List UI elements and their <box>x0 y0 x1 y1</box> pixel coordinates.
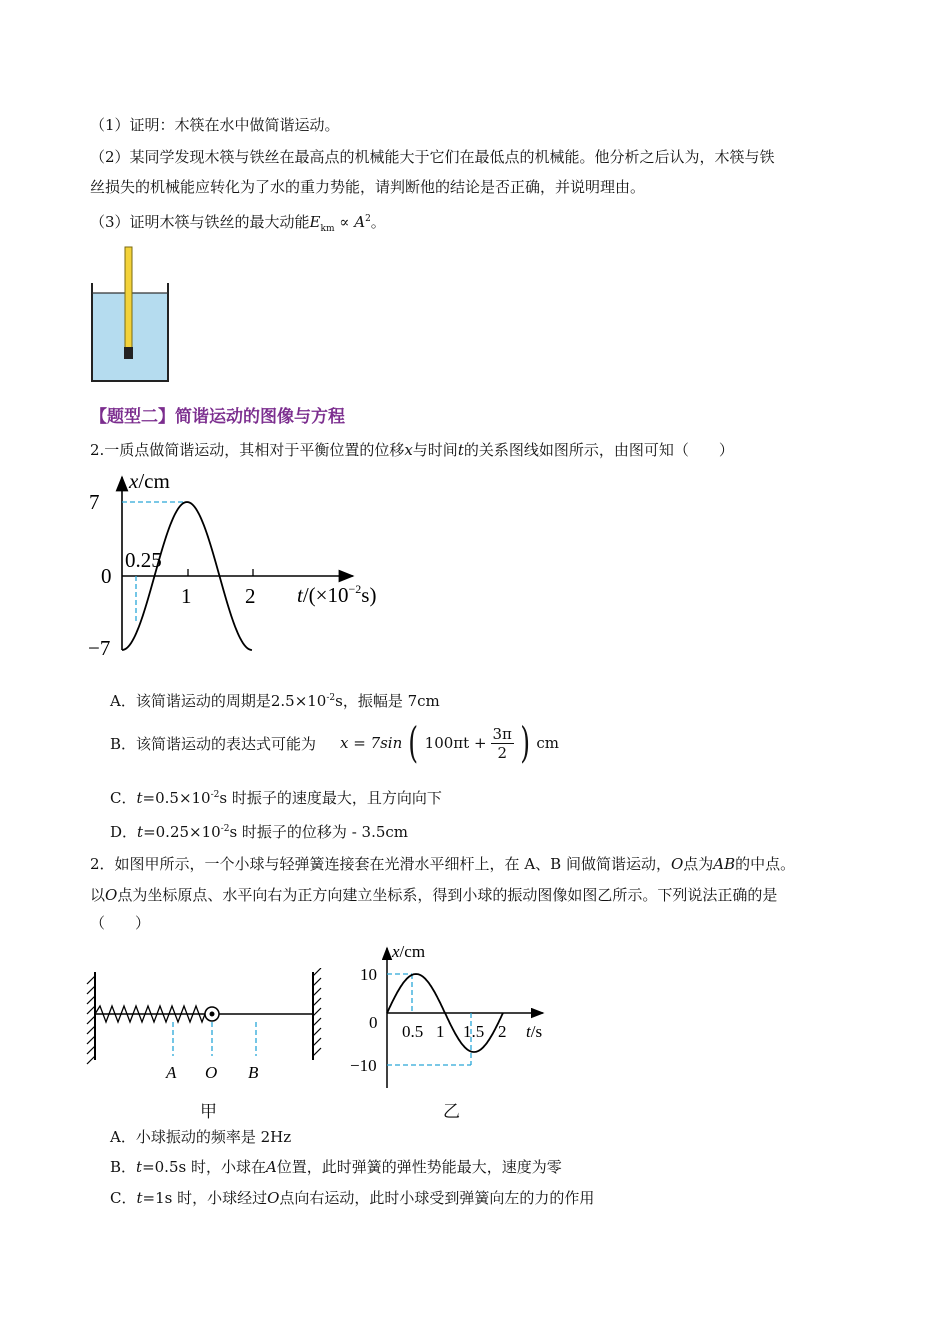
q3-option-b-label: B． <box>110 1158 137 1176</box>
q1-part3-end: 。 <box>370 213 386 231</box>
q3-stem-line1 <box>90 854 795 874</box>
q2-option-a-rest: s，振幅是 7cm <box>335 692 440 710</box>
q2-stem-b: 与时间 <box>412 441 458 459</box>
q2-option-d-rest: s 时振子的位移为 - 3.5cm <box>229 823 409 841</box>
q2-option-c-rest: s 时振子的速度最大，且方向向下 <box>219 789 442 807</box>
g1-ytick-neg7: −7 <box>88 636 111 660</box>
q2-var-t: t <box>457 441 464 459</box>
g1-ytick-7: 7 <box>89 490 100 514</box>
q3-option-c-rest: 点向右运动，此时小球受到弹簧向左的力的作用 <box>279 1189 595 1207</box>
q2-stem <box>90 440 734 460</box>
q2-option-a-exp: -2 <box>326 693 336 703</box>
fig-caption-yi: 乙 <box>443 1102 460 1122</box>
formula-unit: cm <box>536 734 559 752</box>
fraction-numerator: 3π <box>492 724 512 743</box>
g1-y-label: x/cm <box>129 469 170 493</box>
g2-ytick-0: 0 <box>369 1013 378 1032</box>
g2-ytick-neg10: −10 <box>350 1056 377 1075</box>
g2-ytick-10: 10 <box>360 965 377 984</box>
q3-line1-ab: AB <box>713 855 736 873</box>
q2-stem-c: 的关系图线如图所示，由图可知（ ） <box>463 441 734 459</box>
ekm-sub: km <box>320 224 335 234</box>
q3-oscillation-graph <box>340 938 555 1093</box>
q1-part2-line1: （2）某同学发现木筷与铁丝在最高点的机械能大于它们在最低点的机械能。他分析之后认为，木筷与铁 <box>90 148 775 166</box>
wooden-chopstick <box>125 247 132 351</box>
q2-option-c-label: C． <box>110 789 137 807</box>
label-o: O <box>205 1063 218 1082</box>
q2-option-c-exp: -2 <box>210 790 220 800</box>
left-paren: ( <box>408 718 419 767</box>
q2-option-c-val: =0.5×10 <box>142 789 211 807</box>
g1-xtick-1: 1 <box>181 584 192 608</box>
q3-line1-c: 的中点。 <box>735 855 796 873</box>
q1-part3 <box>90 209 386 239</box>
amplitude-exp: 2 <box>365 214 371 224</box>
label-b: B <box>248 1063 259 1082</box>
g2-xtick-1: 1 <box>436 1022 445 1041</box>
q3-line1-b: 点为 <box>683 855 714 873</box>
q2-option-a[interactable] <box>110 688 440 711</box>
q2-option-c-t: t <box>136 789 143 807</box>
formula-inner: 100πt + <box>424 734 487 752</box>
g1-x-label: $t/(\times 10^{-2}s)$ <box>297 582 377 607</box>
q3-line2-a: 以 <box>90 886 106 904</box>
q1-part3-text: （3）证明木筷与铁丝的最大动能 <box>90 213 310 231</box>
left-wall-hatch <box>87 976 95 1064</box>
q1-part1: （1）证明：木筷在水中做简谐运动。 <box>90 116 340 134</box>
q3-option-b-t: t <box>136 1158 143 1176</box>
g2-y-label: x/cm <box>392 942 426 961</box>
q3-option-b[interactable] <box>110 1157 562 1177</box>
q3-line1-o: O <box>670 855 684 873</box>
q3-option-c-o: O <box>267 1189 280 1207</box>
section-title: 【题型二】简谐运动的图像与方程 <box>90 407 345 427</box>
g1-marker-label: 0.25 <box>125 548 162 572</box>
fig-caption-jia: 甲 <box>200 1102 217 1122</box>
q2-option-d-val: =0.25×10 <box>143 823 221 841</box>
q2-stem-a: 2.一质点做简谐运动，其相对于平衡位置的位移 <box>90 441 405 459</box>
fraction-denominator: 2 <box>497 743 507 762</box>
q3-option-a[interactable]: A．小球振动的频率是 2Hz <box>110 1128 292 1146</box>
q3-line1-a: 2．如图甲所示，一个小球与轻弹簧连接套在光滑水平细杆上，在 A、B 间做简谐运动， <box>90 855 671 873</box>
q2-option-d-label: D． <box>110 823 138 841</box>
q1-part2-line2: 丝损失的机械能应转化为了水的重力势能，请判断他的结论是否正确，并说明理由。 <box>90 178 646 196</box>
spring-figure <box>85 968 330 1083</box>
q3-line2-b: 点为坐标原点、水平向右为正方向建立坐标系，得到小球的振动图像如图乙所示。下列说法正确的是 <box>117 886 778 904</box>
g2-xtick-0.5: 0.5 <box>402 1022 424 1041</box>
q2-option-d-exp: -2 <box>220 824 230 834</box>
g2-x-label: t/s <box>526 1022 543 1041</box>
ball-center <box>210 1012 215 1017</box>
g1-ytick-0: 0 <box>101 564 112 588</box>
q2-option-a-val: 2.5×10 <box>270 692 327 710</box>
right-wall-hatch <box>313 968 321 1056</box>
q3-option-c[interactable] <box>110 1188 594 1208</box>
q2-option-c[interactable] <box>110 785 442 808</box>
iron-wire <box>124 347 133 359</box>
g1-xtick-2: 2 <box>245 584 256 608</box>
q2-option-b-formula <box>340 718 559 768</box>
q3-option-b-mid: =0.5s 时，小球在 <box>142 1158 266 1176</box>
q3-option-c-label: C． <box>110 1189 137 1207</box>
q3-option-b-a: A <box>265 1158 277 1176</box>
q2-option-d[interactable] <box>110 819 408 842</box>
beaker-figure <box>88 243 173 385</box>
q3-option-c-t: t <box>136 1189 143 1207</box>
proportional-symbol: ∝ <box>339 213 350 231</box>
q3-option-c-mid: =1s 时，小球经过 <box>142 1189 268 1207</box>
q2-option-a-label: A．该简谐运动的周期是 <box>110 692 271 710</box>
formula-fraction <box>491 725 514 762</box>
q3-stem-line2 <box>90 885 777 905</box>
q2-oscillation-graph <box>85 465 405 665</box>
ekm-symbol: E <box>309 213 321 231</box>
label-a: A <box>166 1063 177 1082</box>
q2-option-d-t: t <box>137 823 144 841</box>
q2-option-b-label: B．该简谐运动的表达式可能为 <box>110 735 317 753</box>
right-paren: ) <box>520 718 531 767</box>
g2-xtick-1.5: 1.5 <box>463 1022 485 1041</box>
q2-option-b[interactable] <box>110 734 316 754</box>
g2-xtick-2: 2 <box>498 1022 507 1041</box>
q3-line2-o: O <box>105 886 118 904</box>
amplitude-symbol: A <box>354 213 366 231</box>
formula-sin: x = 7sin <box>340 734 403 752</box>
q3-option-b-rest: 位置，此时弹簧的弹性势能最大，速度为零 <box>276 1158 562 1176</box>
q3-stem-line3: （ ） <box>90 914 151 932</box>
q2-var-x: x <box>404 441 413 459</box>
